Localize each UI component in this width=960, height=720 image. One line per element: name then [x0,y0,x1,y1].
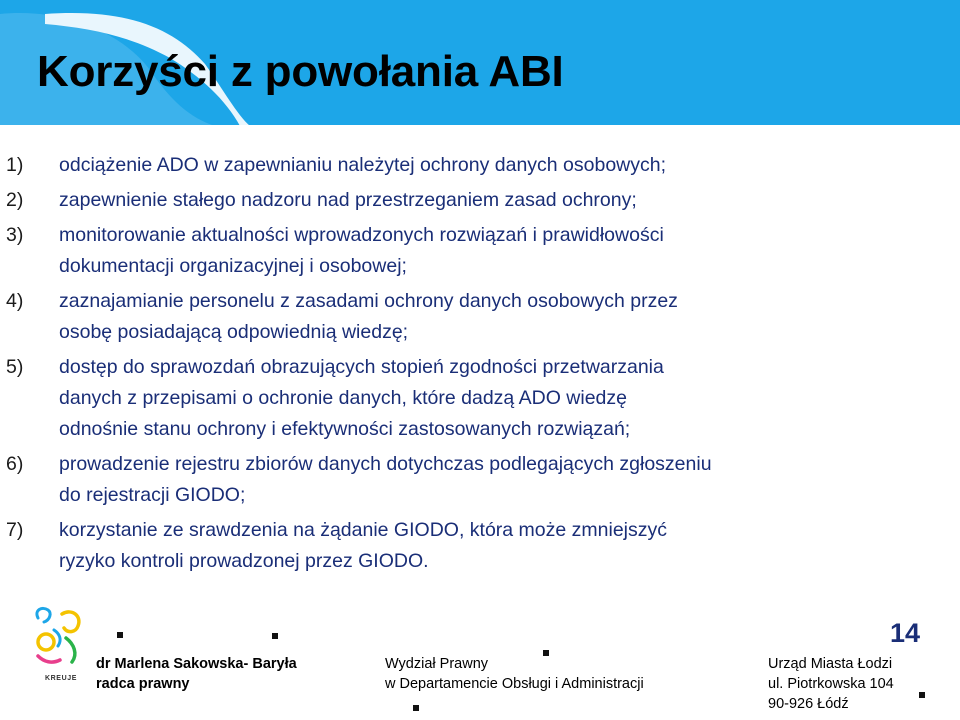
office-city: 90-926 Łódź [768,696,849,712]
list-item [6,150,946,181]
item-text-line: dostęp do sprawozdań obrazujących stopień zgodności przetwarzania [59,356,664,378]
item-text [59,449,946,511]
footer-department [385,654,644,694]
item-text-line: monitorowanie aktualności wprowadzonych rozwiązań i prawidłowości [59,224,664,246]
list-item [6,286,946,348]
footer-author [96,654,297,694]
item-text [59,352,946,445]
list-item [6,352,946,445]
item-text-line: zapewnienie stałego nadzoru nad przestrzeganiem zasad ochrony; [59,189,637,211]
item-number: 7) [6,519,24,541]
item-number: 5) [6,356,24,378]
decor-dot [117,632,123,638]
item-text [59,286,946,348]
item-text-line: danych z przepisami o ochronie danych, które dadzą ADO wiedzę [59,387,627,409]
item-text-line: zaznajamianie personelu z zasadami ochrony danych osobowych przez [59,290,678,312]
list-item [6,220,946,282]
item-number: 6) [6,453,24,475]
item-text-line: prowadzenie rejestru zbiorów danych dotychczas podlegających zgłoszeniu [59,453,712,475]
item-text-line: dokumentacji organizacyjnej i osobowej; [59,255,407,277]
item-text [59,515,946,577]
item-text-line: odciążenie ADO w zapewnianiu należytej ochrony danych osobowych; [59,154,667,176]
office-street: ul. Piotrkowska 104 [768,676,894,692]
logo-caption: KREUJE [45,675,77,682]
item-text-line: osobę posiadającą odpowiednią wiedzę; [59,321,409,343]
office-name: Urząd Miasta Łodzi [768,656,893,672]
benefits-list [6,150,946,581]
item-number: 3) [6,224,24,246]
city-logo-icon [32,604,90,684]
item-text [59,150,946,181]
item-number: 4) [6,290,24,312]
department-name: Wydział Prawny [385,656,489,672]
slide-title: Korzyści z powołania ABI [37,47,564,96]
item-number: 2) [6,189,24,211]
item-text-line: odnośnie stanu ochrony i efektywności zastosowanych rozwiązań; [59,418,631,440]
item-text-line: do rejestracji GIODO; [59,484,246,506]
item-text [59,185,946,216]
list-item [6,185,946,216]
decor-dot [413,705,419,711]
item-text [59,220,946,282]
author-role: radca prawny [96,676,190,692]
decor-dot [919,692,925,698]
department-unit: w Departamencie Obsługi i Administracji [385,676,644,692]
footer-address [768,654,894,714]
page-number: 14 [889,618,920,648]
item-number: 1) [6,154,24,176]
author-name: dr Marlena Sakowska- Baryła [96,656,297,672]
list-item [6,515,946,577]
list-item [6,449,946,511]
item-text-line: korzystanie ze srawdzenia na żądanie GIODO, która może zmniejszyć [59,519,667,541]
item-text-line: ryzyko kontroli prowadzonej przez GIODO. [59,550,429,572]
decor-dot [272,633,278,639]
